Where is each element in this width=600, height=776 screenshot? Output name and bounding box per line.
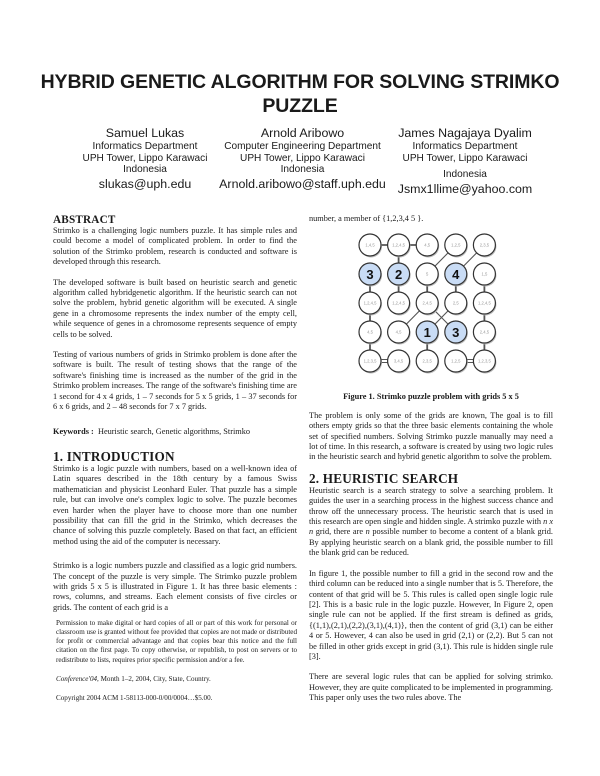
svg-text:1,2,4,5: 1,2,4,5	[392, 243, 406, 249]
conference-line: Conference'04, Month 1–2, 2004, City, State, Country.	[56, 674, 211, 683]
empty-cell	[388, 350, 411, 374]
known-cell	[445, 321, 468, 345]
author-block	[210, 126, 395, 192]
empty-cell	[473, 234, 496, 258]
introduction-heading: 1. INTRODUCTION	[53, 448, 175, 464]
author-department: Computer Engineering Department	[224, 141, 381, 152]
empty-cell	[388, 321, 411, 345]
svg-text:1,2,4,5: 1,2,4,5	[477, 301, 491, 307]
svg-text:2: 2	[394, 267, 403, 283]
svg-text:4: 4	[452, 267, 460, 283]
empty-cell	[445, 292, 468, 316]
empty-cell	[473, 263, 496, 287]
empty-cell	[359, 292, 382, 316]
svg-text:2,3,5: 2,3,5	[479, 243, 490, 249]
svg-text:1,2,5: 1,2,5	[451, 359, 461, 365]
author-country: Indonesia	[443, 169, 487, 181]
known-cell	[359, 263, 382, 287]
author-name: Samuel Lukas	[105, 126, 185, 140]
empty-cell	[359, 234, 382, 258]
empty-cell	[359, 350, 382, 374]
author-block	[60, 126, 230, 192]
introduction-paragraph: Strimko is a logic numbers puzzle and classified as a logic grid numbers. The concept of the puzzle is very simple. The Strimko puzzle problem with grids 5 x 5 is illustrated in Figure 1. It has three basic elements : rows, columns, and streams. Each element consists of five circles or grids. The content of each grid is a	[53, 561, 297, 612]
svg-text:4,5: 4,5	[367, 330, 373, 336]
empty-cell	[473, 321, 496, 345]
svg-text:1,2,3,5: 1,2,3,5	[363, 359, 377, 365]
heuristic-paragraph: In figure 1, the possible number to fill a grid in the second row and the third column can be reduced into a single number that is 5. Therefore, the content of that grid will be 5. This rules is called open single logic rule [2]. This is a basic rule in the logic puzzle. However, In Figure 2, open single rule can not be applied. If the first stream is defined as grids, {(1,1),(2,1),(2,2),(3,1),(4,1)}, then the content of grid (3,1) can be either 4 or 5. However, 4 can also be used in grid (2,1) or (2,2). But 5 can not be filled in other grids except in grid (3,1). This rule is hidden single rule [3].	[309, 568, 553, 661]
author-country: Indonesia	[280, 164, 325, 176]
introduction-paragraph: The problem is only some of the grids are known, The goal is to fill others empty grids so that the three basic elements containing the whole set of specified numbers. Solving Strimko puzzle manually may need a lot of time. In this research, a software is created by using two logic rules in the heuristic search and hybrid genetic algorithm to solve the problem.	[309, 410, 553, 462]
svg-text:4,5: 4,5	[424, 243, 431, 249]
author-department: Informatics Department	[412, 141, 518, 152]
empty-cell	[445, 350, 468, 374]
author-email[interactable]: Jsmx1llime@yahoo.com	[397, 181, 533, 196]
svg-text:2,4,5: 2,4,5	[422, 301, 432, 307]
known-cell	[388, 263, 411, 287]
svg-text:5: 5	[426, 272, 429, 278]
copyright-footnote	[53, 619, 297, 703]
svg-text:1,2,4,5: 1,2,4,5	[363, 301, 377, 307]
svg-text:3,4,5: 3,4,5	[393, 359, 404, 365]
empty-cell	[416, 234, 439, 258]
author-address: UPH Tower, Lippo Karawaci	[82, 152, 208, 164]
author-address: UPH Tower, Lippo Karawaci	[240, 152, 365, 164]
svg-text:2,4,5: 2,4,5	[479, 330, 490, 336]
svg-text:1,2,3,5: 1,2,3,5	[477, 359, 491, 365]
permission-text: Permission to make digital or hard copies of all or part of this work for personal or classroom use is granted without fee provided that copies are not made or distributed for profit or commercial advantage and that copies bear this notice and the full citation on the first page. To copy otherwise, or republish, to post on servers or to redistribute to lists, requires prior specific permission and/or a fee.	[56, 619, 297, 664]
author-address: UPH Tower, Lippo Karawaci	[402, 152, 528, 164]
empty-cell	[416, 350, 439, 374]
empty-cell	[416, 263, 439, 287]
strimko-figure	[309, 226, 553, 391]
author-email[interactable]: slukas@uph.edu	[98, 176, 192, 191]
empty-cell	[473, 292, 496, 316]
author-email[interactable]: Arnold.aribowo@staff.uph.edu	[219, 176, 386, 191]
introduction-paragraph: Strimko is a logic puzzle with numbers, based on a well-known idea of Latin squares described in the 18th century by a famous Swiss mathematician and physicist Leonhard Euler. That puzzle has a simple rule, but can involve one's complex logic to solve. The puzzle becomes even harder when the player have to choose more than one number possibility that can fill the grid in the Strimko, which decreases the chance of solving this puzzle completely. Based on that fact, an efficient method using the aid of the computer is necessary.	[53, 463, 297, 546]
heuristic-paragraph: There are several logic rules that can be applied for solving strimko. However, they are quite complicated to be implemented in programming. This paper only uses the two rules above. The	[309, 672, 553, 703]
svg-text:4,5: 4,5	[395, 330, 402, 336]
svg-text:1,2,4,5: 1,2,4,5	[392, 301, 406, 307]
svg-text:1,2,5: 1,2,5	[451, 243, 461, 249]
svg-text:1,4,5: 1,4,5	[365, 243, 375, 249]
author-country: Indonesia	[123, 164, 167, 176]
svg-text:1: 1	[423, 325, 431, 341]
empty-cell	[416, 292, 439, 316]
svg-text:2,3,5: 2,3,5	[422, 359, 432, 365]
abstract-paragraph: Testing of various numbers of grids in Strimko problem is done after the software is built. The result of testing shows that the range of the software's finishing time is increased as the number of the grid in the Strimko problem increases. The range of the software's finishing time are 1 second for 4 x 4 grids, 1 – 7 seconds for 5 x 5 grids, 1 – 37 seconds for 6 x 6 grids, and 2 – 48 seconds for 7 x 7 grids.	[53, 350, 297, 412]
abstract-paragraph: Strimko is a challenging logic numbers puzzle. It has simple rules and could become a model of complicated problem. In order to find the solution of the Strimko problem, research is conducted and software is developed through this research.	[53, 226, 297, 267]
heuristic-heading: 2. HEURISTIC SEARCH	[309, 470, 459, 486]
paper-title: HYBRID GENETIC ALGORITHM FOR SOLVING STRIMKO PUZZLE	[40, 71, 560, 117]
known-cell	[445, 263, 468, 287]
svg-text:3: 3	[452, 325, 460, 341]
known-cell	[416, 321, 439, 345]
author-department: Informatics Department	[92, 141, 198, 152]
keywords-label: Keywords :	[53, 426, 94, 436]
empty-cell	[445, 234, 468, 258]
svg-text:3: 3	[366, 267, 374, 283]
empty-cell	[388, 234, 411, 258]
keywords-text: Heuristic search, Genetic algorithms, Strimko	[97, 426, 251, 436]
empty-cell	[388, 292, 411, 316]
author-name: Arnold Aribowo	[260, 126, 345, 140]
heuristic-paragraph: Heuristic search is a search strategy to solve a searching problem. It guides the user in a searching process in the highest success chance and throw off the unnecessary process. The heuristic search that is used in this research are open single and hidden single. A strimko puzzle with n x n grid, there are n possible number to become a content of a blank grid. By applying heuristic search on a blank grid, the possible number to fill the blank grid can be reduced.	[309, 485, 554, 558]
abstract-heading: ABSTRACT	[53, 214, 116, 226]
abstract-paragraph: The developed software is built based on heuristic search and genetic algorithm called hybridgenetic algorithm. If the heuristic search can not solve the problem, hybrid genetic algorithm will be executed. A single gene in a chromosome represents the index number of the empty cell, while sequence of genes in a chromosome represents sequence of empty cells to be solved.	[53, 277, 297, 339]
left-column	[53, 214, 297, 713]
author-name: James Nagajaya Dyalim	[398, 126, 532, 140]
introduction-continuation: number, a member of {1,2,3,4 5 }.	[309, 214, 424, 223]
empty-cell	[473, 350, 496, 374]
empty-cell	[359, 321, 382, 345]
right-column	[309, 214, 553, 714]
copyright-line: Copyright 2004 ACM 1-58113-000-0/00/0004…$5.00.	[56, 693, 213, 702]
figure-caption: Figure 1. Strimko puzzle problem with grids 5 x 5	[343, 392, 519, 402]
strimko-grid-diagram	[309, 226, 553, 391]
author-block	[380, 126, 550, 197]
keywords	[53, 427, 297, 437]
svg-text:2,5: 2,5	[452, 301, 459, 307]
svg-text:1,5: 1,5	[481, 272, 488, 278]
